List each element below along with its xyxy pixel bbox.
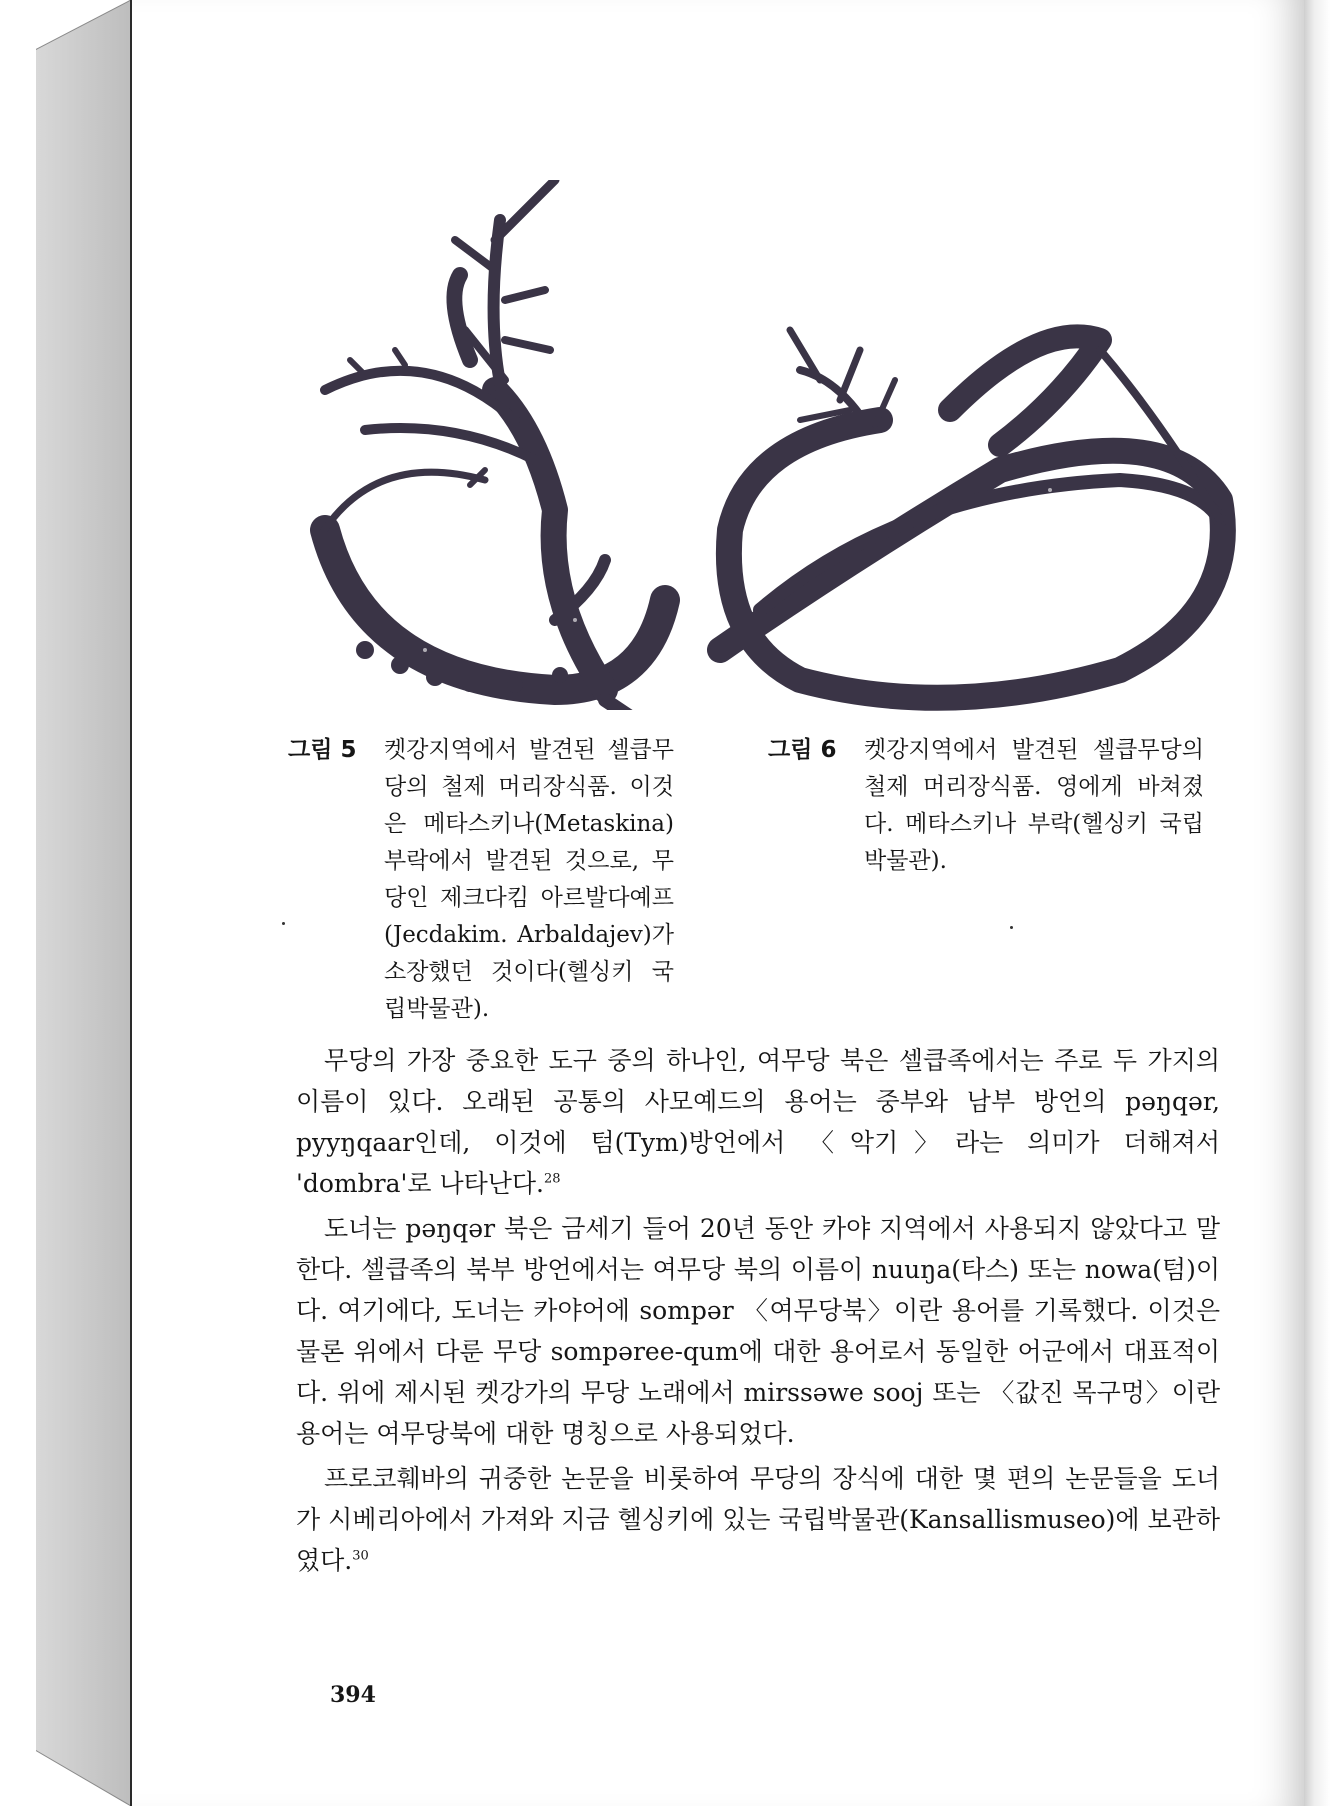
print-speck bbox=[1010, 926, 1013, 929]
paragraph-text: 프로코훼바의 귀중한 논문을 비롯하여 무당의 장식에 대한 몇 편의 논문들을 도너가 시베리아에서 가져와 지금 헬싱키에 있는 국립박물관(Kansallismuseo)에 보관하였다. bbox=[296, 1464, 1220, 1575]
footnote-ref: 30 bbox=[352, 1548, 369, 1564]
figure-6-headdress-illustration bbox=[700, 310, 1260, 730]
figure-5-caption bbox=[288, 732, 758, 1022]
figure-6-caption-text: 켓강지역에서 발견된 셀큽무당의 철제 머리장식품. 영에게 바쳐졌다. 메타스키나 부락(헬싱키 국립박물관). bbox=[864, 737, 1204, 874]
paragraph bbox=[296, 1458, 1220, 1581]
page-edge-shadow bbox=[1304, 0, 1330, 1806]
paragraph bbox=[296, 1208, 1220, 1454]
book-spine bbox=[36, 0, 132, 1806]
figure-5-label: 그림 5 bbox=[288, 737, 357, 763]
footnote-ref: 28 bbox=[544, 1171, 561, 1187]
page-number: 394 bbox=[330, 1682, 376, 1708]
paragraph-text: 도너는 pəŋqər 북은 금세기 들어 20년 동안 카야 지역에서 사용되지 않았다고 말한다. 셀큽족의 북부 방언에서는 여무당 북의 이름이 nuuŋa(타스) 또는 nowa(텀)이다. 여기에다, 도너는 카야어에 sompər 〈여무당북〉이란 용어를 기록했다. 이것은 물론 위에서 다룬 무당 sompəree-qum에 대한 용어로서 동일한 어군에서 대표적이다. 위에 제시된 켓강가의 무당 노래에서 mirssəwe sooj 또는 〈값진 목구멍〉이란 용어는 여무당북에 대한 명칭으로 사용되었다. bbox=[296, 1214, 1220, 1448]
print-speck bbox=[282, 922, 285, 925]
paragraph bbox=[296, 1040, 1220, 1204]
paragraph-text: 무당의 가장 중요한 도구 중의 하나인, 여무당 북은 셀큽족에서는 주로 두 가지의 이름이 있다. 오래된 공통의 사모예드의 용어는 중부와 남부 방언의 pəŋqər, pyyŋqaar인데, 이것에 텀(Tym)방언에서 〈악기〉라는 의미가 더해져서 'dombra'로 나타난다. bbox=[296, 1046, 1220, 1198]
figure-6-caption bbox=[768, 732, 1238, 872]
figure-6-label: 그림 6 bbox=[768, 737, 837, 763]
body-text bbox=[296, 1040, 1220, 1585]
figure-5-caption-text: 켓강지역에서 발견된 셀큽무당의 철제 머리장식품. 이것은 메타스키나(Metaskina)부락에서 발견된 것으로, 무당인 제크다킴 아르발다예프(Jecdakim. Arbaldajev)가 소장했던 것이다(헬싱키 국립박물관). bbox=[384, 737, 674, 1022]
figure-5-headdress-illustration bbox=[305, 180, 765, 710]
